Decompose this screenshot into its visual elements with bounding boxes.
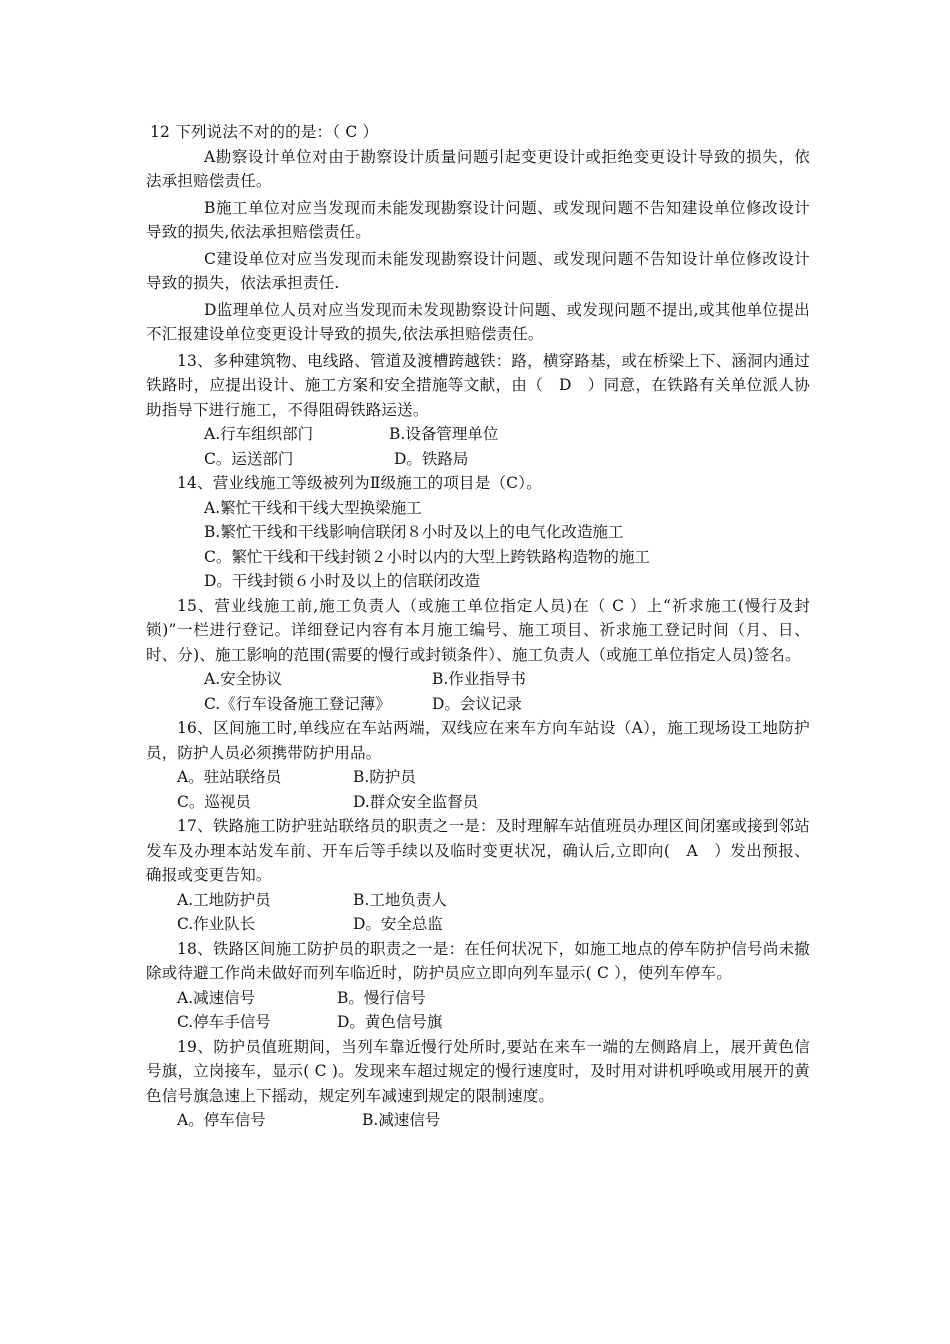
option-row xyxy=(146,888,810,913)
option-a: A.工地防护员 xyxy=(177,890,271,909)
option-row xyxy=(146,790,810,815)
question-18 xyxy=(146,937,810,1035)
option-b: B.作业指导书 xyxy=(432,670,526,688)
option-row xyxy=(146,1108,810,1133)
option-c: C。运送部门 xyxy=(204,449,294,468)
option-a: A.行车组织部门 xyxy=(204,425,314,443)
option-c: C.作业队长 xyxy=(177,915,256,933)
option-d: D。会议记录 xyxy=(432,694,522,713)
option-b: B.减速信号 xyxy=(362,1111,441,1129)
question-15 xyxy=(146,594,810,717)
option-c: C。巡视员 xyxy=(177,792,251,811)
question-13 xyxy=(146,349,810,472)
option-b: B。慢行信号 xyxy=(337,988,426,1007)
option-d: D.群众安全监督员 xyxy=(353,792,479,811)
question-stem: 18、铁路区间施工防护员的职责之一是：在任何状况下，如施工地点的停车防护信号尚未撤除或待避工作尚未做好而列车临近时，防护员应立即向列车显示( C ），使列车停车。 xyxy=(146,939,810,982)
question-12 xyxy=(146,120,810,347)
option-b: B.防护员 xyxy=(353,768,416,786)
option-row xyxy=(146,667,810,692)
option-a: A.减速信号 xyxy=(177,988,256,1007)
question-stem: 16、区间施工时,单线应在车站两端，双线应在来车方向车站设（A），施工现场设工地防护员，防护人员必须携带防护用品。 xyxy=(146,719,810,762)
question-stem: 19、防护员值班期间，当列车靠近慢行处所时,要站在来车一端的左侧路肩上，展开黄色信号旗，立岗接车，显示( C )。发现来车超过规定的慢行速度时，及时用对讲机呼唤或用展开的黄色信号旗急速上下摇动，规定列车减速到规定的限制速度。 xyxy=(146,1037,810,1105)
question-14 xyxy=(146,471,810,594)
option-a: A。停车信号 xyxy=(177,1111,266,1129)
option-a: A.繁忙干线和干线大型换梁施工 xyxy=(204,498,422,517)
question-stem: 14、营业线施工等级被列为Ⅱ级施工的项目是（C）。 xyxy=(177,474,542,492)
question-19 xyxy=(146,1035,810,1133)
option-row xyxy=(146,986,810,1011)
option-b: B.工地负责人 xyxy=(353,890,447,909)
option-c: C。繁忙干线和干线封锁２小时以内的大型上跨铁路构造物的施工 xyxy=(204,547,650,566)
statement-a: A勘察设计单位对由于勘察设计质量问题引起变更设计或拒绝变更设计导致的损失，依法承担赔偿责任。 xyxy=(146,147,810,190)
option-row xyxy=(146,765,810,790)
option-b: B.设备管理单位 xyxy=(389,425,499,443)
question-17 xyxy=(146,814,810,937)
option-row xyxy=(146,692,810,717)
option-b: B.繁忙干线和干线影响信联闭８小时及以上的电气化改造施工 xyxy=(204,523,624,541)
statement-b: B施工单位对应当发现而未能发现勘察设计问题、或发现问题不告知建设单位修改设计导致的损失,依法承担赔偿责任。 xyxy=(146,198,810,241)
statement-d: D监理单位人员对应当发现而未发现勘察设计问题、或发现问题不提出,或其他单位提出不汇报建设单位变更设计导致的损失,依法承担赔偿责任。 xyxy=(146,300,810,343)
option-a: A。驻站联络员 xyxy=(177,768,282,786)
question-stem: 13、多种建筑物、电线路、管道及渡槽跨越铁：路，横穿路基，或在桥梁上下、涵洞内通过铁路时，应提出设计、施工方案和安全措施等文献，由（ D ）同意，在铁路有关单位派人协助指导下进行施工，不得阻碍铁路运送。 xyxy=(146,351,810,419)
option-c: C.停车手信号 xyxy=(177,1013,271,1031)
option-d: D。黄色信号旗 xyxy=(337,1013,443,1031)
option-c: C.《行车设备施工登记薄》 xyxy=(204,694,391,713)
option-row xyxy=(146,912,810,937)
option-d: D。干线封锁６小时及以上的信联闭改造 xyxy=(204,572,480,590)
statement-c: C建设单位对应当发现而未能发现勘察设计问题、或发现问题不告知设计单位修改设计导致的损失，依法承担责任. xyxy=(146,249,810,292)
option-a: A.安全协议 xyxy=(204,670,283,688)
question-stem: 15、营业线施工前,施工负责人（或施工单位指定人员)在（ C ）上“祈求施工(慢行及封锁)”一栏进行登记。详细登记内容有本月施工编号、施工项目、祈求施工登记时间（月、日、时、分)、施工影响的范围(需要的慢行或封锁条件）、施工负责人（或施工单位指定人员)签名。 xyxy=(146,596,810,664)
question-16 xyxy=(146,716,810,814)
question-stem: 12 下列说法不对的的是：（ C ） xyxy=(150,123,379,141)
option-d: D。铁路局 xyxy=(394,449,469,468)
option-row xyxy=(146,447,810,472)
option-row xyxy=(146,1010,810,1035)
option-row xyxy=(146,422,810,447)
question-list xyxy=(146,120,810,1133)
question-stem: 17、铁路施工防护驻站联络员的职责之一是：及时理解车站值班员办理区间闭塞或接到邻站发车及办理本站发车前、开车后等手续以及临时变更状况，确认后,立即向( A ）发出预报、确报或变更告知。 xyxy=(146,817,810,884)
option-d: D。安全总监 xyxy=(353,915,443,933)
